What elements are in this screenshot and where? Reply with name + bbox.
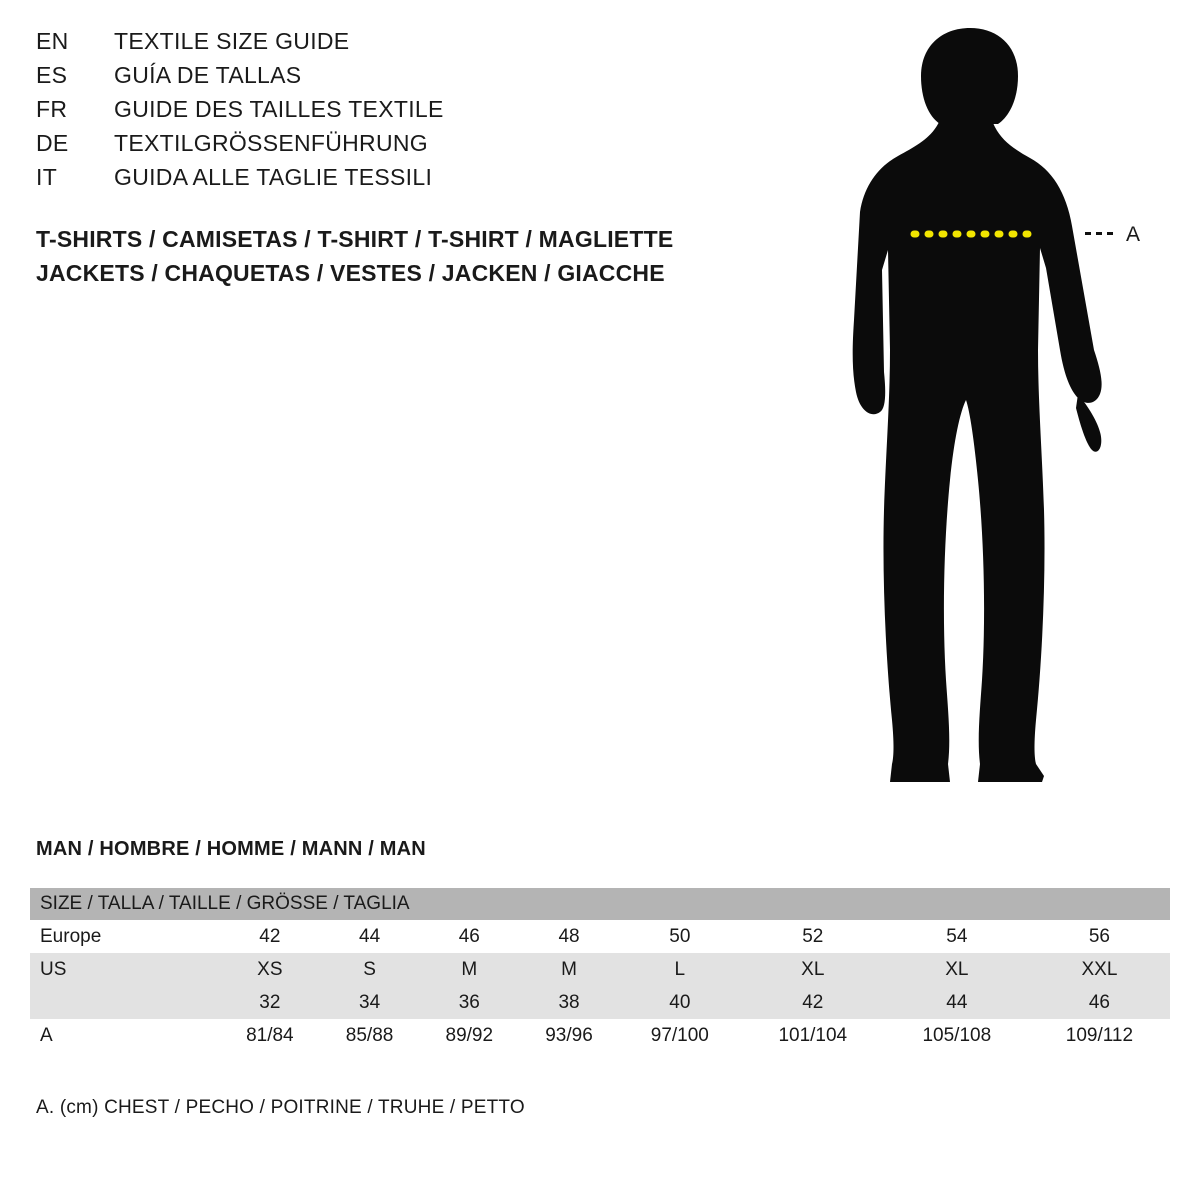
garment-type-lines <box>36 222 796 290</box>
cell-a-5: 97/100 <box>619 1019 741 1052</box>
row-label-us: US <box>30 953 220 986</box>
cell-us-7: XL <box>885 953 1029 986</box>
language-row-es <box>36 62 736 96</box>
language-row-en <box>36 28 736 62</box>
measure-leader-line <box>1085 232 1117 235</box>
measure-label-a: A <box>1126 223 1141 246</box>
cell-numeric-5: 40 <box>619 986 741 1019</box>
language-code-en: EN <box>36 28 69 54</box>
language-row-fr <box>36 96 736 130</box>
garment-line-jackets: JACKETS / CHAQUETAS / VESTES / JACKEN / GIACCHE <box>36 260 665 286</box>
cell-us-8: XXL <box>1029 953 1170 986</box>
cell-a-1: 81/84 <box>220 1019 320 1052</box>
cell-europe-8: 56 <box>1029 920 1170 953</box>
cell-us-1: XS <box>220 953 320 986</box>
size-table <box>30 888 1170 1052</box>
language-text-en: TEXTILE SIZE GUIDE <box>114 28 350 54</box>
cell-us-3: M <box>419 953 519 986</box>
cell-a-7: 105/108 <box>885 1019 1029 1052</box>
table-band-header-row <box>30 888 1170 920</box>
language-code-de: DE <box>36 130 69 156</box>
cell-europe-5: 50 <box>619 920 741 953</box>
band-header-label: SIZE / TALLA / TAILLE / GRÖSSE / TAGLIA <box>30 888 1170 920</box>
cell-us-6: XL <box>741 953 885 986</box>
language-text-es: GUÍA DE TALLAS <box>114 62 302 88</box>
language-row-it <box>36 164 736 198</box>
language-text-de: TEXTILGRÖSSENFÜHRUNG <box>114 130 428 156</box>
cell-us-2: S <box>320 953 420 986</box>
table-row <box>30 1019 1170 1052</box>
silhouette-shape <box>853 28 1102 782</box>
garment-line-tshirts: T-SHIRTS / CAMISETAS / T-SHIRT / T-SHIRT / MAGLIETTE <box>36 226 674 252</box>
cell-europe-1: 42 <box>220 920 320 953</box>
cell-numeric-8: 46 <box>1029 986 1170 1019</box>
cell-us-5: L <box>619 953 741 986</box>
table-row <box>30 920 1170 953</box>
row-label-a: A <box>30 1019 220 1052</box>
cell-europe-6: 52 <box>741 920 885 953</box>
language-code-it: IT <box>36 164 58 190</box>
table-row <box>30 953 1170 986</box>
cell-us-4: M <box>519 953 619 986</box>
row-label-europe: Europe <box>30 920 220 953</box>
cell-numeric-2: 34 <box>320 986 420 1019</box>
cell-a-6: 101/104 <box>741 1019 885 1052</box>
language-text-fr: GUIDE DES TAILLES TEXTILE <box>114 96 444 122</box>
cell-numeric-4: 38 <box>519 986 619 1019</box>
cell-europe-3: 46 <box>419 920 519 953</box>
cell-a-3: 89/92 <box>419 1019 519 1052</box>
cell-europe-2: 44 <box>320 920 420 953</box>
cell-a-4: 93/96 <box>519 1019 619 1052</box>
language-code-es: ES <box>36 62 68 88</box>
cell-a-8: 109/112 <box>1029 1019 1170 1052</box>
cell-europe-7: 54 <box>885 920 1029 953</box>
language-text-it: GUIDA ALLE TAGLIE TESSILI <box>114 164 433 190</box>
table-row <box>30 986 1170 1019</box>
language-code-fr: FR <box>36 96 68 122</box>
table-footnote: A. (cm) CHEST / PECHO / POITRINE / TRUHE / PETTO <box>36 1097 525 1118</box>
table-section-title: MAN / HOMBRE / HOMME / MANN / MAN <box>36 838 426 860</box>
body-silhouette-figure <box>820 20 1180 790</box>
cell-numeric-3: 36 <box>419 986 519 1019</box>
language-row-de <box>36 130 736 164</box>
cell-a-2: 85/88 <box>320 1019 420 1052</box>
cell-numeric-1: 32 <box>220 986 320 1019</box>
cell-europe-4: 48 <box>519 920 619 953</box>
row-label-numeric <box>30 986 220 1019</box>
cell-numeric-6: 42 <box>741 986 885 1019</box>
language-header-block <box>36 28 736 198</box>
cell-numeric-7: 44 <box>885 986 1029 1019</box>
